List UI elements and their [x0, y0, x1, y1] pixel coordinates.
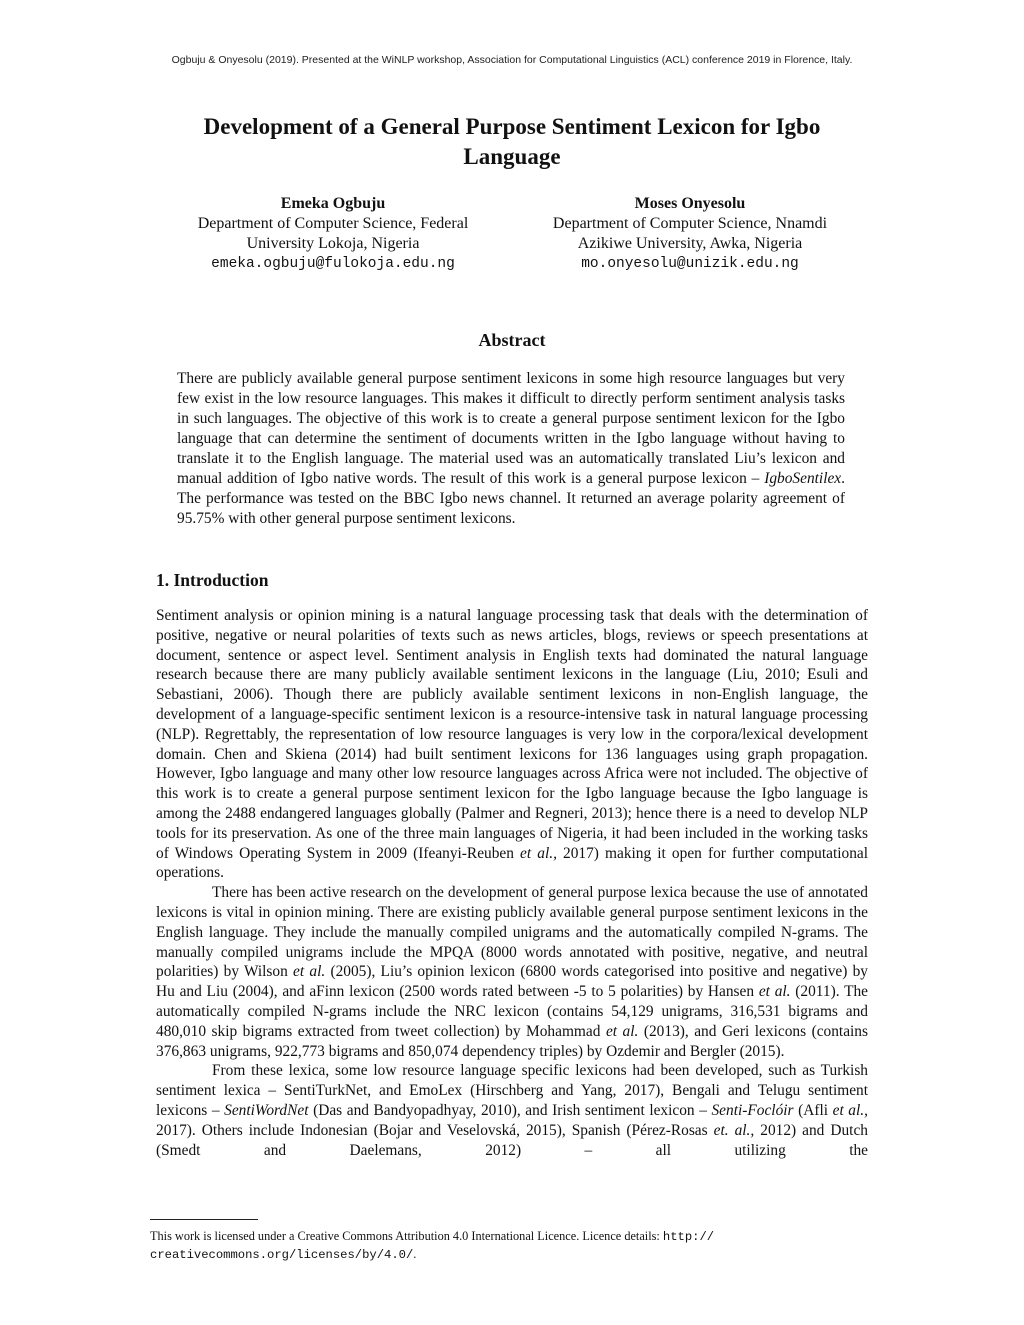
citation-etal: et al., [520, 844, 557, 862]
abstract-text: . The performance was tested on the BBC Igbo news channel. It returned an average polarity agreement of 95.75% with other general purpose sentiment lexicons. [177, 470, 845, 527]
citation-etal: et. al., [713, 1121, 755, 1139]
paragraph-text: Sentiment analysis or opinion mining is a natural language processing task that deals with the determination of positive, negative or neural polarities of texts such as news articles, blogs, reviews or speech presentations at document, sentence or aspect level. Sentiment analysis in English texts had dominated the natural language research because there are many publicly available sentiment lexicons in the language (Liu, 2010; Esuli and Sebastiani, 2006). Though there are publicly available sentiment lexicons in non-English language, the development of a language-specific sentiment lexicon is a resource-intensive task in natural language processing (NLP). Regrettably, the representation of low resource languages is very low in the corpora/lexical development domain. Chen and Skiena (2014) had built sentiment lexicons for 136 languages using graph propagation. However, Igbo language and many other low resource languages across Africa were not included. The objective of this work is to create a general purpose sentiment lexicon for the Igbo language because the Igbo language is among the 2488 endangered languages globally (Palmer and Regneri, 2013); hence there is a need to develop NLP tools for its preservation. As one of the three main languages of Nigeria, it had been included in the working tasks of Windows Operating System in 2009 (Ifeanyi-Reuben [156, 607, 868, 862]
lexicon-name: IgboSentilex [764, 470, 842, 487]
footnote-divider [150, 1219, 258, 1220]
paragraph-text: There has been active research on the development of general purpose lexica because the use of annotated lexicons is vital in opinion mining. There are existing publicly available general purpose sentiment lexicons in the English language. They include the manually compiled unigrams and the automatically compiled N-grams. The manually compiled unigrams include the MPQA (8000 words annotated with positive, negative, and neutral polarities) by Wilson [156, 884, 868, 981]
abstract-text: There are publicly available general purpose sentiment lexicons in some high resource languages but very few exist in the low resource languages. This makes it difficult to directly perform sentiment analysis tasks in such languages. The objective of this work is to create a general purpose sentiment lexicon for the Igbo language that can determine the sentiment of documents written in the Igbo language without having to translate it to the English language. The material used was an automatically translated Liu’s lexicon and manual addition of Igbo native words. The result of this work is a general purpose lexicon – [177, 370, 845, 487]
author-block-1 [153, 194, 513, 274]
author-email: emeka.ogbuju@fulokoja.edu.ng [211, 256, 455, 272]
paragraph-text: From these lexica, some low resource language specific lexicons had been developed, such as Turkish sentiment lexica – SentiTurkNet, and EmoLex (Hirschberg and Yang, 2017), Bengali and Telugu sentiment lexicons – [156, 1062, 868, 1119]
citation-etal: et al. [605, 1022, 639, 1040]
license-link[interactable]: creativecommons.org/licenses/by/4.0/ [150, 1248, 414, 1262]
paragraph-text: (Das and Bandyopadhyay, 2010), and Irish sentiment lexicon – [308, 1101, 712, 1119]
paragraph-text: (2011). The automatically compiled N-grams include the NRC lexicon (contains 54,129 unigrams, 316,531 bigrams and 480,010 skip bigrams extracted from tweet collection) by Mohammad [156, 983, 869, 1040]
author-email: mo.onyesolu@unizik.edu.ng [581, 256, 799, 272]
author-block-2 [510, 194, 870, 274]
title-line-2: Language [463, 144, 561, 169]
citation-etal: et al. [758, 983, 791, 1001]
author-affiliation-line: Department of Computer Science, Nnamdi [552, 215, 828, 232]
lexicon-name: SentiWordNet [224, 1101, 309, 1119]
citation-etal: et al., [832, 1101, 868, 1119]
section-heading-introduction: 1. Introduction [156, 570, 269, 590]
author-name: Moses Onyesolu [634, 195, 746, 212]
footnote-text: . [413, 1247, 417, 1261]
lexicon-name: Senti-Foclóir [711, 1101, 794, 1119]
author-affiliation-line: Department of Computer Science, Federal [197, 215, 469, 232]
paragraph-text: (2005), Liu’s opinion lexicon (6800 words categorised into positive and negative) by Hu and Liu (2004), and aFinn lexicon (2500 words rated between -5 to 5 polarities) by Hansen [156, 963, 868, 1001]
author-affiliation-line: University Lokoja, Nigeria [246, 235, 420, 252]
title-line-1: Development of a General Purpose Sentiment Lexicon for Igbo [203, 114, 821, 139]
paper-title [160, 112, 864, 172]
citation-etal: et al. [293, 963, 326, 981]
author-affiliation-line: Azikiwe University, Awka, Nigeria [577, 235, 803, 252]
paragraph [156, 883, 868, 1061]
author-name: Emeka Ogbuju [280, 195, 386, 212]
license-link[interactable]: http:// [662, 1230, 715, 1244]
paragraph-text: 2017) making it open for further computational operations. [156, 844, 868, 882]
paragraph-text: 2012) and Dutch (Smedt and Daelemans, 2012) – all utilizing the [156, 1121, 868, 1159]
paragraph [156, 1061, 868, 1160]
abstract-heading: Abstract [478, 330, 546, 350]
paragraph-text: (2013), and Geri lexicons (contains 376,863 unigrams, 922,773 bigrams and 850,074 dependency triples) by Ozdemir and Bergler (2015). [156, 1022, 868, 1060]
paragraph-text: 2017). Others include Indonesian (Bojar and Veselovská, 2015), Spanish (Pérez-Rosas [156, 1121, 714, 1139]
paragraph-text: (Afli [793, 1101, 833, 1119]
abstract-body [177, 369, 845, 529]
header-note: Ogbuju & Onyesolu (2019). Presented at the WiNLP workshop, Association for Computational Linguistics (ACL) conference 2019 in Florence, Italy. [171, 54, 853, 66]
footnote [150, 1228, 850, 1264]
footnote-text: This work is licensed under a Creative Commons Attribution 4.0 International Licence. Licence details: [150, 1229, 663, 1243]
introduction-body [156, 606, 868, 1160]
paragraph [156, 606, 868, 883]
